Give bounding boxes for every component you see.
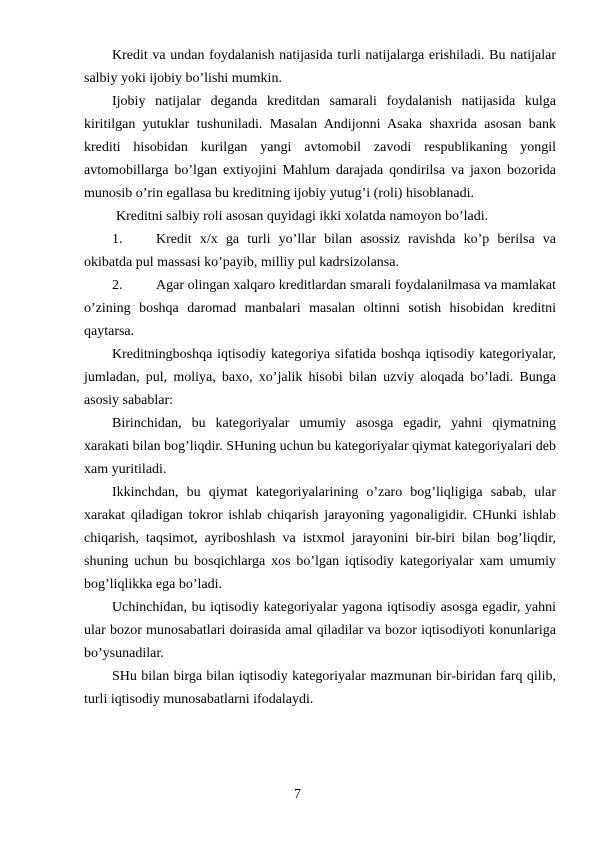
list-item-text: Kredit x/x ga turli yo’llar bilan asossiz ravishda ko’p berilsa va okibatda pul massasi ko’payib, milliy pul kadrsizolansa. [84,232,556,270]
page-body [84,44,556,711]
paragraph: Kreditni salbiy roli asosan quyidagi ikki xolatda namoyon bo’ladi. [116,209,489,224]
paragraph: Ikkinchdan, bu qiymat kategoriyalarining o’zaro bog’liqligiga sabab, ular xarakat qiladigan tokror ishlab chiqarish jarayoning yagonaligidir. CHunki ishlab chiqarish, taqsimot, ayriboshlash va istxmol jarayonini bir-biri bilan bog’liqdir, shuning uchun bu bosqichlarga xos bo’lgan iqtisodiy kategoriyalar xam umumiy bog’liqlikka ega bo’ladi. [84,485,556,592]
paragraph: Uchinchidan, bu iqtisodiy kategoriyalar yagona iqtisodiy asosga egadir, yahni ular bozor munosabatlari doirasida amal qiladilar va bozor iqtisodiyoti konunlariga bo’ysunadilar. [84,600,556,661]
page-number: 7 [294,787,301,802]
numbered-list-item [84,274,556,343]
list-item-number: 1. [112,232,123,247]
paragraph: Birinchidan, bu kategoriyalar umumiy asosga egadir, yahni qiymatning xarakati bilan bog’liqdir. SHuning uchun bu kategoriyalar qiymat kategoriyalari deb xam yuritiladi. [84,416,556,477]
list-item-number: 2. [112,278,123,293]
paragraph: SHu bilan birga bilan iqtisodiy kategoriyalar mazmunan bir-biridan farq qilib, turli iqtisodiy munosabatlarni ifodalaydi. [84,669,556,707]
paragraph: Ijobiy natijalar deganda kreditdan samarali foydalanish natijasida kulga kiritilgan yutuklar tushuniladi. Masalan Andijonni Asaka shaxrida asosan bank krediti hisobidan kurilgan yangi avtomobil zavodi respublikaning yongil avtomobillarga bo’lgan extiyojini Mahlum darajada qondirilsa va jaxon bozorida munosib o’rin egallasa bu kreditning ijobiy yutug’i (roli) hisoblanadi. [84,94,556,201]
paragraph: Kreditningboshqa iqtisodiy kategoriya sifatida boshqa iqtisodiy kategoriyalar, jumladan, pul, moliya, baxo, xo’jalik hisobi bilan uzviy aloqada bo’ladi. Bunga asosiy sabablar: [84,347,556,408]
numbered-list-item [84,228,556,274]
paragraph: Kredit va undan foydalanish natijasida turli natijalarga erishiladi. Bu natijalar salbiy yoki ijobiy bo’lishi mumkin. [84,48,556,86]
list-item-text: Agar olingan xalqaro kreditlardan smarali foydalanilmasa va mamlakat o’zining boshqa daromad manbalari masalan oltinni sotish hisobidan kreditni qaytarsa. [84,278,556,339]
